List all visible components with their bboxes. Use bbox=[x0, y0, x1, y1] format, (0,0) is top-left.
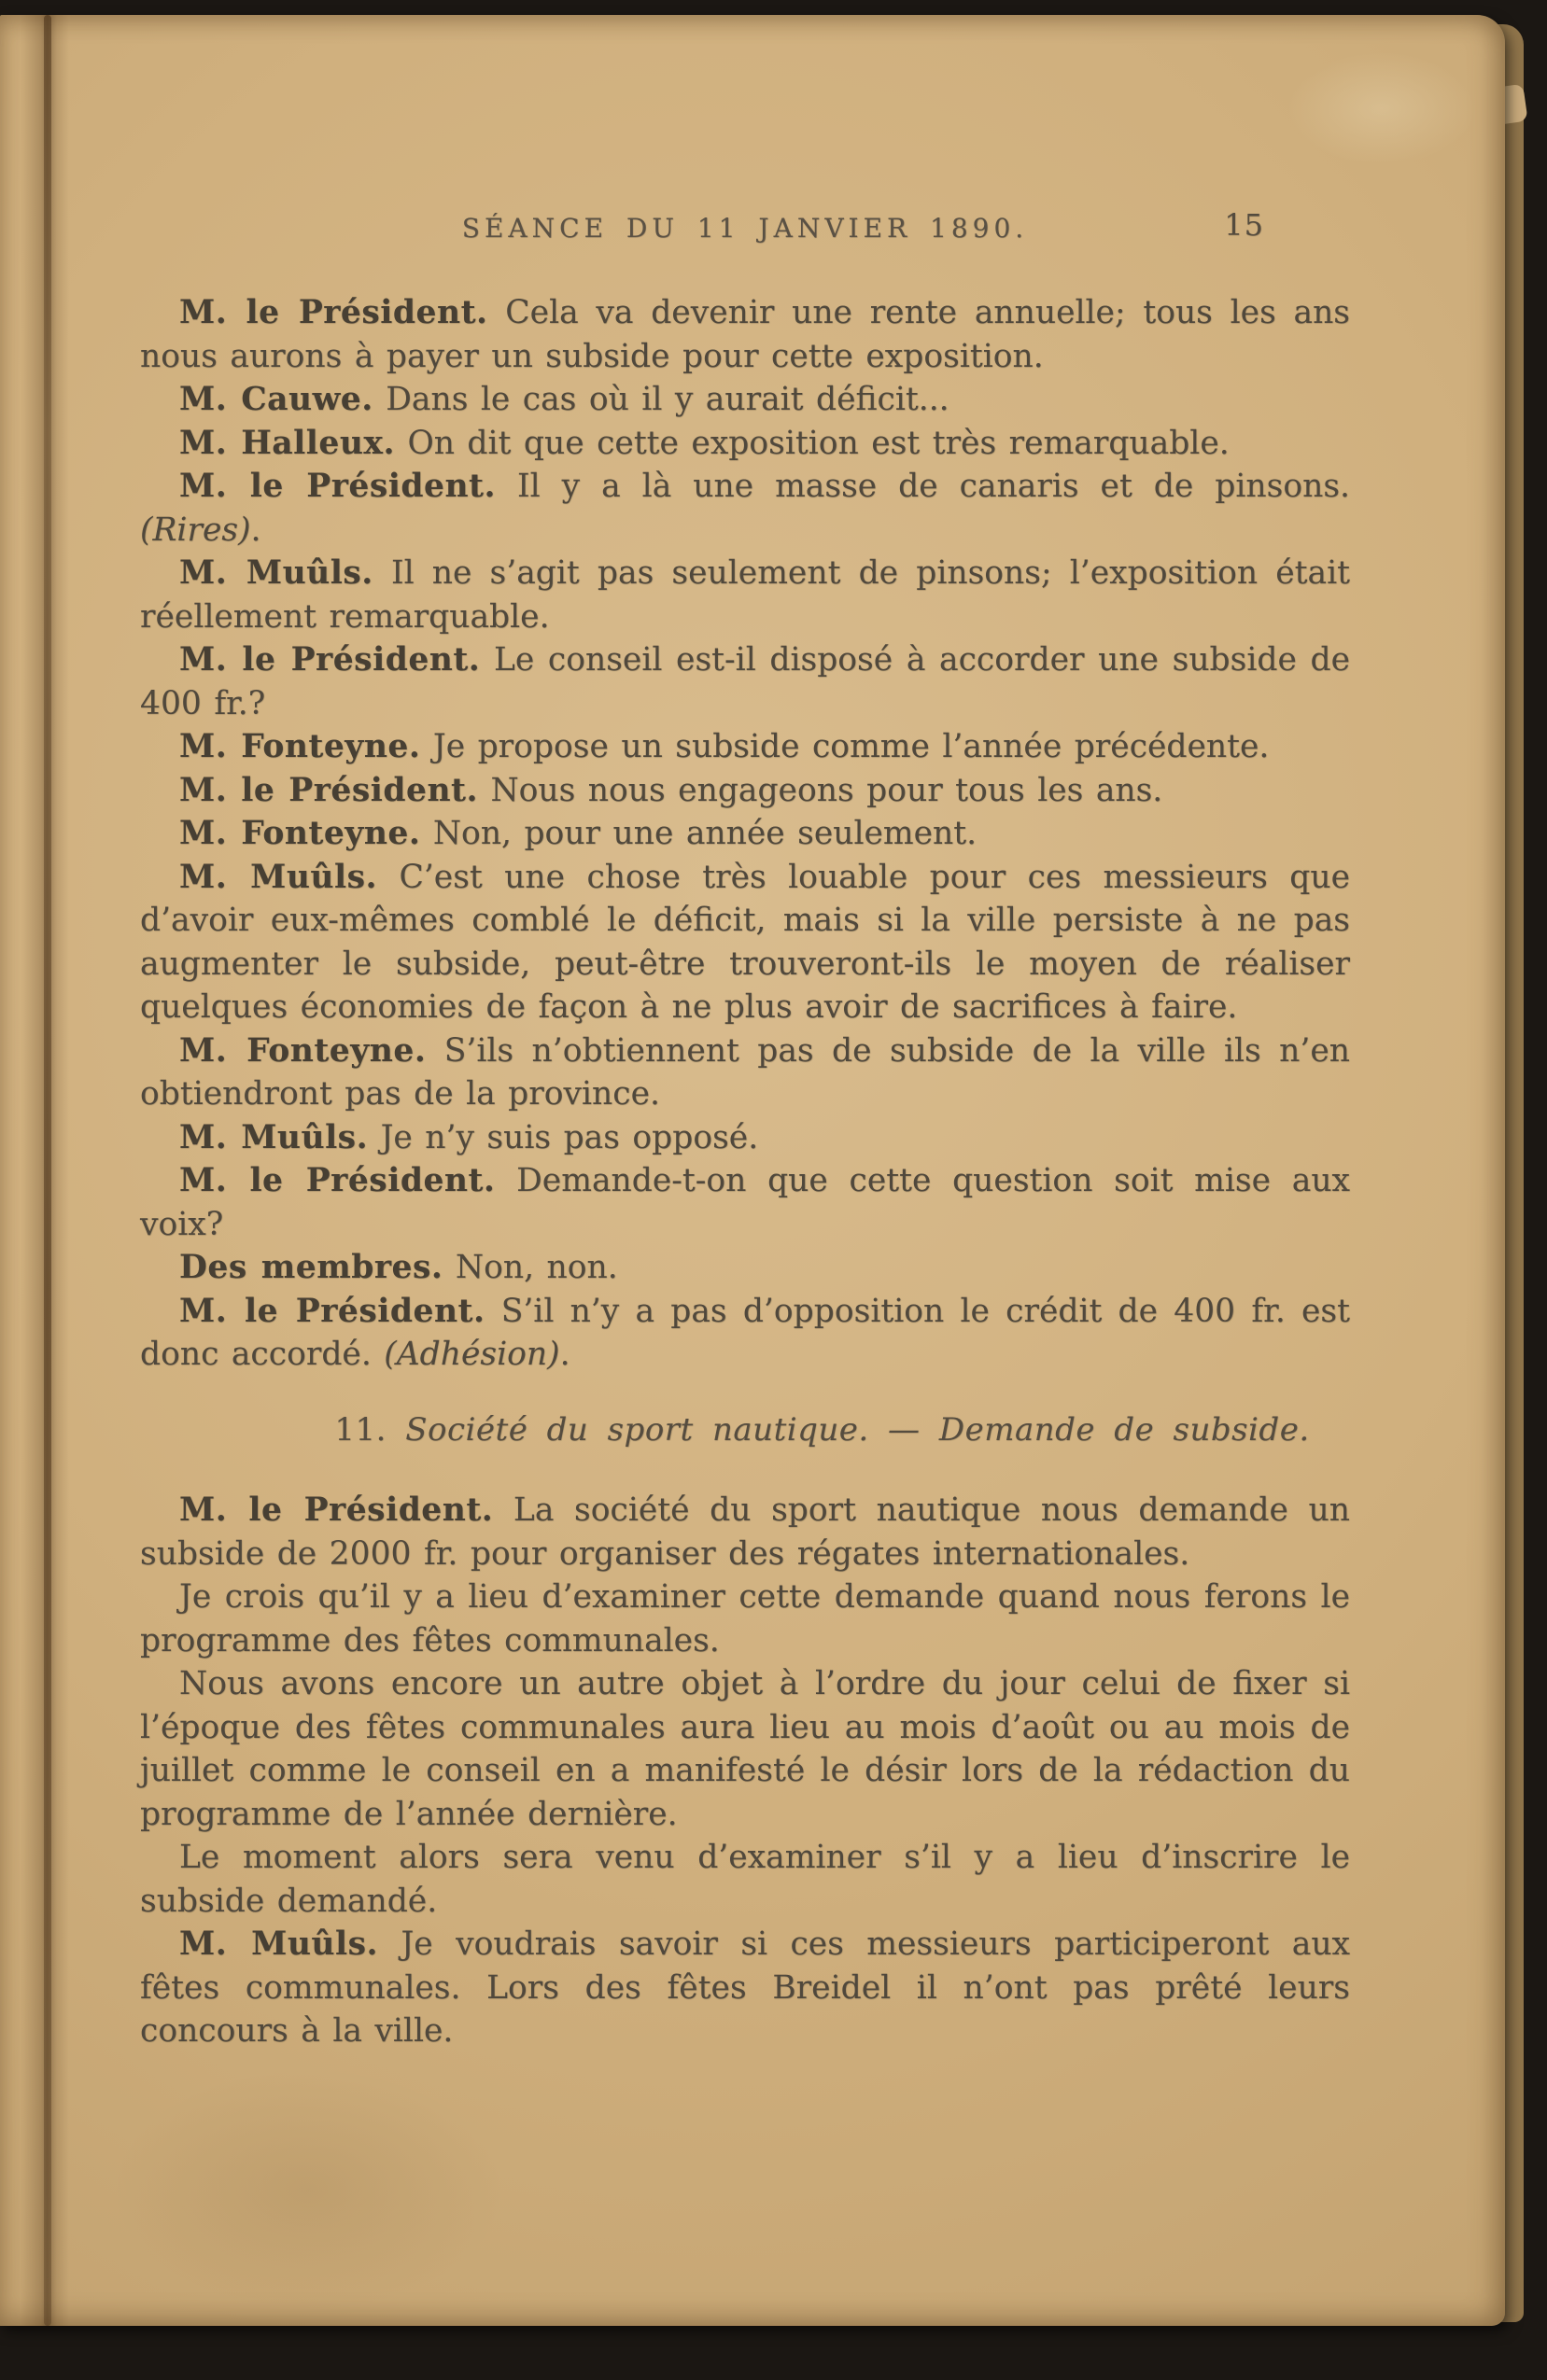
text-segment: Société du sport nautique. — Demande de subside. bbox=[405, 1410, 1310, 1449]
text-segment: Dans le cas où il y aurait déficit... bbox=[373, 381, 949, 418]
page-number: 15 bbox=[1224, 207, 1264, 243]
speaker-name: M. Muûls. bbox=[179, 858, 378, 896]
paragraph bbox=[140, 378, 1350, 422]
speaker-name: M. Muûls. bbox=[179, 554, 373, 592]
speaker-name: M. le Président. bbox=[179, 1162, 496, 1199]
text-segment: Le moment alors sera venu d’examiner s’il y a lieu d’inscrire le subside demandé. bbox=[140, 1839, 1350, 1920]
text-segment: On dit que cette exposition est très remarquable. bbox=[395, 424, 1230, 462]
text-segment: (Adhésion) bbox=[384, 1336, 560, 1373]
paragraph bbox=[140, 1290, 1350, 1377]
speaker-name: M. le Président. bbox=[179, 1491, 494, 1529]
text-segment: Non, pour une année seulement. bbox=[420, 815, 977, 852]
text-segment: Nous nous engageons pour tous les ans. bbox=[477, 771, 1163, 809]
speaker-name: M. Fonteyne. bbox=[179, 728, 421, 765]
speaker-name: M. Fonteyne. bbox=[179, 1031, 427, 1070]
paragraph bbox=[140, 422, 1350, 466]
speaker-name: M. Halleux. bbox=[179, 424, 395, 462]
paragraph bbox=[140, 1836, 1350, 1923]
paragraph bbox=[140, 291, 1350, 378]
paragraph bbox=[140, 1489, 1350, 1575]
speaker-name: M. Muûls. bbox=[179, 1925, 379, 1963]
speaker-name: M. Muûls. bbox=[179, 1118, 369, 1156]
text-segment: Demande-t-on que cette question soit mise aux voix? bbox=[140, 1162, 1350, 1243]
speaker-name: M. le Président. bbox=[179, 1292, 485, 1330]
paragraph bbox=[140, 725, 1350, 769]
text-segment: Le conseil est-il disposé à accorder une subside de 400 fr.? bbox=[140, 641, 1350, 722]
text-segment: Il ne s’agit pas seulement de pinsons; l’exposition était réellement remarquable. bbox=[140, 554, 1350, 636]
speaker-name: M. le Président. bbox=[179, 294, 488, 331]
text-segment: Nous avons encore un autre objet à l’ordre du jour celui de fixer si l’époque des fêtes communales aura lieu au mois d’août ou au mois de juillet comme le conseil en a manifesté le désir lors de la rédaction du programme de l’année dernière. bbox=[140, 1665, 1350, 1833]
paragraph bbox=[140, 812, 1350, 856]
speaker-name: Des membres. bbox=[179, 1249, 443, 1286]
paragraph bbox=[140, 638, 1350, 725]
text-segment: Il y a là une masse de canaris et de pinsons. bbox=[496, 468, 1350, 505]
text-segment: Je crois qu’il y a lieu d’examiner cette demande quand nous ferons le programme des fêtes communales. bbox=[140, 1578, 1350, 1659]
text-segment: Je voudrais savoir si ces messieurs participeront aux fêtes communales. Lors des fêtes Breidel il n’ont pas prêté leurs concours à la ville. bbox=[140, 1925, 1350, 2050]
paragraph bbox=[140, 465, 1350, 552]
paragraph bbox=[140, 1575, 1350, 1662]
speaker-name: M. le Président. bbox=[179, 771, 478, 809]
paper-blotch bbox=[1288, 52, 1475, 164]
text-segment: Je n’y suis pas opposé. bbox=[368, 1118, 759, 1156]
binding-crease-core bbox=[44, 15, 51, 2326]
paragraph bbox=[140, 1159, 1350, 1246]
paragraph bbox=[140, 856, 1350, 1029]
text-segment: C’est une chose très louable pour ces messieurs que d’avoir eux-mêmes comblé le déficit, mais si la ville persiste à ne pas augmenter le subside, peut-être trouveront-ils le moyen de réaliser quelques économies de façon à ne plus avoir de sacrifices à faire. bbox=[140, 858, 1350, 1026]
speaker-name: M. Cauwe. bbox=[179, 381, 373, 418]
running-header bbox=[140, 207, 1350, 256]
text-segment: 11. bbox=[334, 1410, 406, 1449]
scanned-page bbox=[0, 15, 1505, 2326]
paragraph bbox=[140, 1029, 1350, 1116]
speaker-name: M. Fonteyne. bbox=[179, 815, 421, 852]
text-segment: S’il n’y a pas d’opposition le crédit de 400 fr. est donc accordé. bbox=[140, 1292, 1350, 1373]
text-segment: Cela va devenir une rente annuelle; tous les ans nous aurons à payer un subside pour cette exposition. bbox=[140, 294, 1351, 375]
text-segment: (Rires) bbox=[140, 511, 251, 549]
paragraph bbox=[140, 1662, 1350, 1836]
text-segment: . bbox=[250, 511, 261, 549]
page-title: SÉANCE DU 11 JANVIER 1890. bbox=[461, 213, 1029, 244]
text-segment: La société du sport nautique nous demande un subside de 2000 fr. pour organiser des régates internationales. bbox=[140, 1491, 1350, 1573]
speaker-name: M. le Président. bbox=[179, 641, 481, 679]
text-segment: Non, non. bbox=[443, 1249, 618, 1286]
text-segment: S’ils n’obtiennent pas de subside de la ville ils n’en obtiendront pas de la province. bbox=[140, 1031, 1350, 1113]
text-segment: Je propose un subside comme l’année précédente. bbox=[420, 728, 1270, 765]
paragraph bbox=[140, 769, 1350, 813]
paragraph bbox=[140, 1246, 1350, 1290]
paragraph bbox=[140, 1116, 1350, 1160]
text-segment: . bbox=[559, 1336, 570, 1373]
paper-blotch bbox=[112, 2068, 504, 2311]
text-body bbox=[140, 291, 1350, 2053]
paragraph bbox=[140, 1923, 1350, 2053]
paragraph bbox=[140, 552, 1350, 638]
speaker-name: M. le Président. bbox=[179, 468, 497, 505]
section-heading bbox=[140, 1408, 1350, 1452]
